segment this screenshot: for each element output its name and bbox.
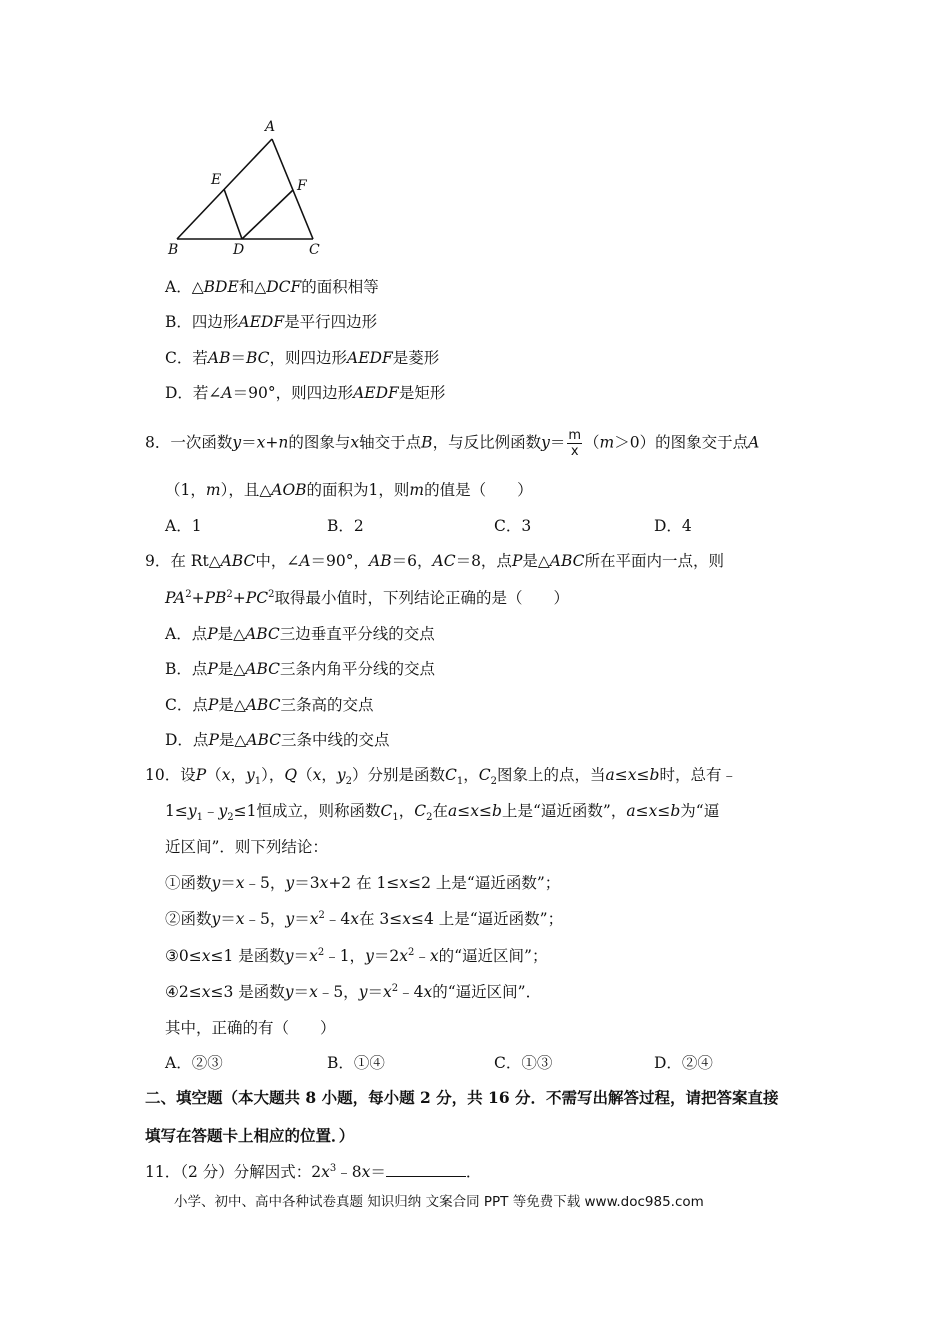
- segment-ed: [224, 189, 242, 239]
- q7-option-c: C．若AB＝BC，则四边形AEDF是菱形: [165, 349, 440, 367]
- q8-stem-line1: 8．一次函数y＝x+n的图象与x轴交于点B，与反比例函数y＝ $\frac{m}{x}$ （m＞0）的图象交于点A: [145, 428, 760, 459]
- q10-stem-line2: $1\le y_1﹣y_2\le 1$恒成立，则称函数$C_1$，$C_2$在a≤x≤b上是“逼近函数”，a≤x≤b为“逼: [165, 802, 720, 824]
- point-d-label: D: [233, 242, 245, 258]
- fraction-m-over-x: $\frac{m}{x}$: [568, 428, 582, 459]
- q10-ask: 其中，正确的有（ ）: [165, 1019, 336, 1037]
- q9-stem-line2: $PA^2+PB^2+PC^2$取得最小值时，下列结论正确的是（ ）: [165, 588, 569, 607]
- q10-statement-1: ①函数y＝x﹣5，y＝3x+2 在 1≤x≤2 上是“逼近函数”；: [165, 874, 561, 892]
- q9-option-c: C．点P是△ABC三条高的交点: [165, 696, 374, 714]
- q10-stem-line3: 近区间”．则下列结论：: [165, 838, 328, 856]
- q9-option-d: D．点P是△ABC三条中线的交点: [165, 731, 390, 749]
- q10-option-d: D．②④: [654, 1054, 713, 1072]
- q8-stem-line2: （1，m），且△AOB的面积为1，则m的值是（ ）: [165, 481, 533, 499]
- triangle-figure: [160, 112, 340, 262]
- q11-stem: 11．（2 分）分解因式：$2x^3﹣8x=$ ．: [145, 1162, 482, 1181]
- q10-option-b: B．①④: [327, 1054, 385, 1072]
- vertex-c-label: C: [309, 242, 320, 258]
- q10-statement-3: ③0≤x≤1 是函数$y=x^2﹣1$，$y=2x^2﹣x$的“逼近区间”；: [165, 946, 548, 965]
- q8-option-d: D．4: [654, 517, 692, 535]
- vertex-a-label: A: [265, 119, 276, 135]
- section2-heading-line2: 填写在答题卡上相应的位置．）: [145, 1126, 355, 1145]
- point-e-label: E: [211, 172, 222, 188]
- q7-option-d: D．若∠A＝90°，则四边形AEDF是矩形: [165, 384, 446, 402]
- point-f-label: F: [297, 178, 307, 194]
- q9-option-b: B．点P是△ABC三条内角平分线的交点: [165, 660, 435, 678]
- q7-option-a: A．△BDE和△DCF的面积相等: [165, 278, 379, 296]
- q10-option-c: C．①③: [494, 1054, 553, 1072]
- q8-option-b: B．2: [327, 517, 364, 535]
- q9-stem-line1: 9．在 Rt△ABC中，∠A＝90°，AB＝6，AC＝8，点P是△ABC所在平面内一点，则: [145, 552, 725, 570]
- side-ac: [272, 139, 313, 239]
- section2-heading-line1: 二、填空题（本大题共 8 小题，每小题 2 分，共 16 分．不需写出解答过程，请把答案直接: [145, 1088, 779, 1107]
- q10-stem-line1: 10．设P（x，$y_1$），Q（x，$y_2$）分别是函数$C_1$，$C_2$图象上的点，当a≤x≤b时，总有﹣: [145, 766, 737, 788]
- q9-option-a: A．点P是△ABC三边垂直平分线的交点: [165, 625, 435, 643]
- q10-statement-2: ②函数y＝x﹣5，$y=x^2﹣4x$在 3≤x≤4 上是“逼近函数”；: [165, 909, 564, 928]
- q8-option-a: A．1: [165, 517, 202, 535]
- q7-option-b: B．四边形AEDF是平行四边形: [165, 313, 378, 331]
- answer-blank[interactable]: [386, 1162, 466, 1177]
- q10-statement-4: ④2≤x≤3 是函数y＝x﹣5，$y=x^2﹣4x$的“逼近区间”．: [165, 982, 542, 1001]
- vertex-b-label: B: [168, 242, 179, 258]
- q10-option-a: A．②③: [165, 1054, 223, 1072]
- segment-df: [242, 190, 293, 239]
- q8-option-c: C．3: [494, 517, 532, 535]
- footer-note: 小学、初中、高中各种试卷真题 知识归纳 文案合同 PPT 等免费下载 www.doc985.com: [174, 1194, 704, 1210]
